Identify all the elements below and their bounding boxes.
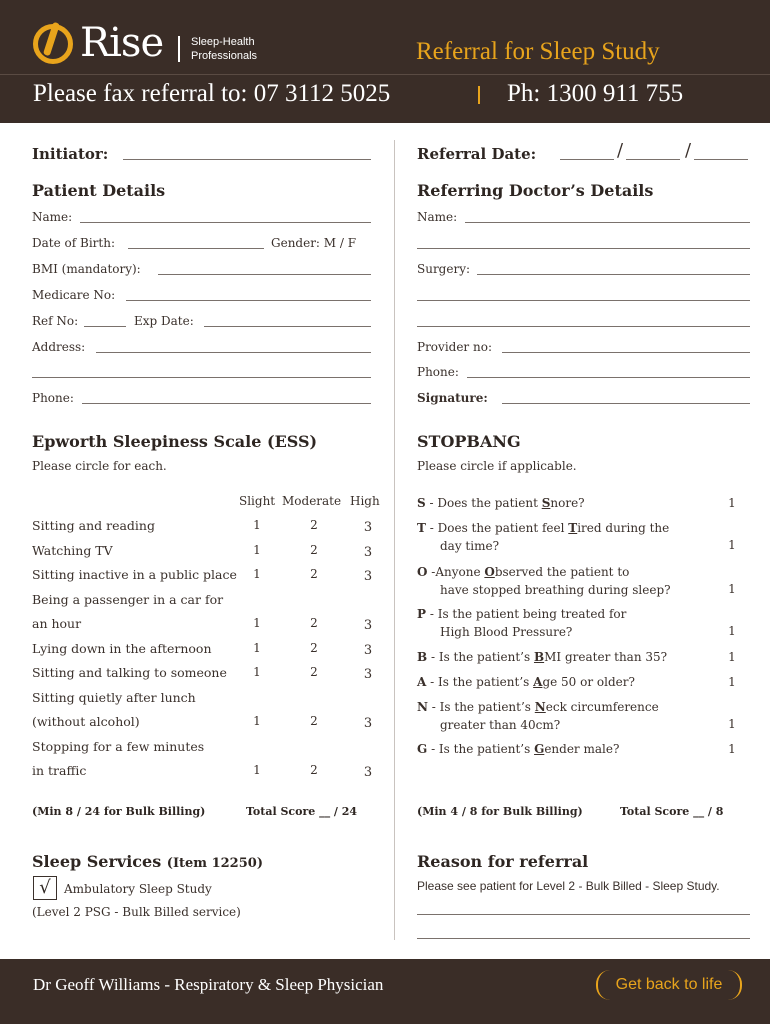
stopbang-key-letter: B bbox=[533, 650, 545, 664]
ess-score-slight[interactable]: 1 bbox=[253, 641, 261, 655]
header-divider bbox=[0, 74, 770, 75]
stopbang-question: - Does the patient bbox=[425, 496, 542, 510]
stopbang-question-end: nore? bbox=[550, 496, 585, 510]
doctor-details-title: Referring Doctor’s Details bbox=[417, 181, 654, 200]
ess-score-moderate[interactable]: 2 bbox=[310, 543, 318, 557]
ess-score-high[interactable]: 3 bbox=[363, 667, 373, 682]
logo-separator bbox=[178, 36, 180, 62]
ess-row-label: Sitting inactive in a public place bbox=[32, 567, 237, 582]
stopbang-item-t bbox=[417, 519, 707, 555]
reason-title: Reason for referral bbox=[417, 852, 589, 871]
surgery-field-3[interactable] bbox=[417, 326, 750, 327]
column-divider bbox=[394, 140, 395, 940]
ess-col-high: High bbox=[350, 494, 380, 508]
address-label: Address: bbox=[32, 340, 86, 354]
patient-name-label: Name: bbox=[32, 210, 73, 224]
stopbang-score[interactable]: 1 bbox=[728, 675, 736, 689]
stopbang-letter: N bbox=[417, 700, 428, 714]
medicare-field[interactable] bbox=[126, 300, 371, 301]
ref-no-field[interactable] bbox=[84, 326, 126, 327]
ambulatory-study-checkbox[interactable]: √ bbox=[33, 876, 57, 900]
logo-tagline-1: Sleep-Health bbox=[191, 36, 255, 48]
bmi-field[interactable] bbox=[158, 274, 371, 275]
ess-total-score[interactable]: Total Score __ / 24 bbox=[246, 805, 358, 818]
surgery-field[interactable] bbox=[477, 274, 750, 275]
doctor-name-field-2[interactable] bbox=[417, 248, 750, 249]
surgery-field-2[interactable] bbox=[417, 300, 750, 301]
patient-phone-field[interactable] bbox=[82, 403, 371, 404]
ess-instruction: Please circle for each. bbox=[32, 459, 167, 473]
ess-score-high[interactable]: 3 bbox=[363, 520, 373, 535]
ess-title: Epworth Sleepiness Scale (ESS) bbox=[32, 432, 318, 451]
fax-number: Please fax referral to: 07 3112 5025 bbox=[33, 80, 391, 107]
ess-row-label: Being a passenger in a car for bbox=[32, 592, 224, 607]
ambulatory-study-note: (Level 2 PSG - Bulk Billed service) bbox=[32, 905, 241, 919]
ess-score-high[interactable]: 3 bbox=[363, 618, 373, 633]
stopbang-key-letter: O bbox=[484, 565, 495, 579]
date-slash-2: / bbox=[685, 140, 692, 161]
stopbang-question: - Is the patient’s bbox=[427, 650, 534, 664]
reason-field-2[interactable] bbox=[417, 938, 750, 939]
stopbang-item-s bbox=[417, 494, 707, 512]
ess-score-moderate[interactable]: 2 bbox=[310, 567, 318, 581]
stopbang-letter: T bbox=[417, 521, 426, 535]
signature-label: Signature: bbox=[417, 391, 488, 405]
patient-details-title: Patient Details bbox=[32, 181, 166, 200]
sleep-services-item: (Item 12250) bbox=[166, 856, 263, 871]
stopbang-question-end: ge 50 or older? bbox=[542, 675, 635, 689]
dob-label: Date of Birth: bbox=[32, 236, 115, 250]
exp-date-label: Exp Date: bbox=[134, 314, 194, 328]
referral-date-month-field[interactable] bbox=[626, 159, 680, 160]
stopbang-instruction: Please circle if applicable. bbox=[417, 459, 577, 473]
stopbang-question-line2: have stopped breathing during sleep? bbox=[440, 583, 671, 597]
ess-score-moderate[interactable]: 2 bbox=[310, 641, 318, 655]
stopbang-item-g bbox=[417, 740, 707, 758]
ess-score-high[interactable]: 3 bbox=[363, 569, 373, 584]
initiator-field[interactable] bbox=[123, 159, 371, 160]
ess-score-slight[interactable]: 1 bbox=[253, 567, 261, 581]
logo-tagline-2: Professionals bbox=[191, 50, 258, 62]
ess-score-slight[interactable]: 1 bbox=[253, 665, 261, 679]
stopbang-item-a bbox=[417, 673, 707, 691]
contact-separator bbox=[478, 86, 480, 104]
stopbang-key-letter: N bbox=[534, 700, 546, 714]
stopbang-key-letter: A bbox=[533, 675, 543, 689]
stopbang-question-end: MI greater than 35? bbox=[544, 650, 668, 664]
exp-date-field[interactable] bbox=[204, 326, 371, 327]
ess-score-slight[interactable]: 1 bbox=[253, 714, 261, 728]
ess-row-label: Sitting and talking to someone bbox=[32, 665, 227, 680]
stopbang-score[interactable]: 1 bbox=[728, 538, 736, 552]
referral-date-year-field[interactable] bbox=[694, 159, 748, 160]
stopbang-item-b bbox=[417, 648, 707, 666]
ess-min-note: (Min 8 / 24 for Bulk Billing) bbox=[32, 805, 206, 818]
ess-row-label: an hour bbox=[32, 616, 82, 631]
stopbang-letter: G bbox=[417, 742, 428, 756]
reason-text: Please see patient for Level 2 - Bulk Billed - Sleep Study. bbox=[417, 879, 720, 893]
doctor-name-field[interactable] bbox=[465, 222, 750, 223]
stopbang-question: -Anyone bbox=[427, 565, 485, 579]
stopbang-question-line2: High Blood Pressure? bbox=[440, 625, 573, 639]
stopbang-key-letter: S bbox=[541, 496, 551, 510]
stopbang-question: - Is the patient’s bbox=[427, 742, 535, 756]
ess-score-moderate[interactable]: 2 bbox=[310, 763, 318, 777]
ess-col-moderate: Moderate bbox=[282, 494, 342, 508]
patient-phone-label: Phone: bbox=[32, 391, 74, 405]
stopbang-item-p bbox=[417, 605, 707, 641]
stopbang-item-o bbox=[417, 563, 707, 599]
medicare-label: Medicare No: bbox=[32, 288, 116, 302]
dob-field[interactable] bbox=[128, 248, 264, 249]
ess-score-slight[interactable]: 1 bbox=[253, 518, 261, 532]
ess-row-label: (without alcohol) bbox=[32, 714, 140, 729]
stopbang-item-n bbox=[417, 698, 707, 734]
stopbang-letter: B bbox=[417, 650, 428, 664]
stopbang-score[interactable]: 1 bbox=[728, 650, 736, 664]
stopbang-question: - Is the patient’s bbox=[426, 675, 534, 689]
bmi-label: BMI (mandatory): bbox=[32, 262, 141, 276]
ess-row-label: Stopping for a few minutes bbox=[32, 739, 205, 754]
stopbang-score[interactable]: 1 bbox=[728, 496, 736, 510]
stopbang-question: - Is the patient being treated for bbox=[426, 607, 627, 621]
sleep-services-label: Sleep Services bbox=[32, 852, 162, 871]
stopbang-letter: P bbox=[417, 607, 427, 621]
address-field-1[interactable] bbox=[96, 352, 371, 353]
stopbang-question: - Does the patient feel bbox=[425, 521, 569, 535]
ess-col-slight: Slight bbox=[239, 494, 276, 508]
document-title: Referral for Sleep Study bbox=[416, 38, 660, 65]
date-slash-1: / bbox=[617, 140, 624, 161]
stopbang-total-score[interactable]: Total Score __ / 8 bbox=[620, 805, 724, 818]
ess-score-high[interactable]: 3 bbox=[363, 545, 373, 560]
ess-score-moderate[interactable]: 2 bbox=[310, 518, 318, 532]
stopbang-min-note: (Min 4 / 8 for Bulk Billing) bbox=[417, 805, 583, 818]
stopbang-key-letter: T bbox=[568, 521, 578, 535]
stopbang-score[interactable]: 1 bbox=[728, 582, 736, 596]
ambulatory-study-label: Ambulatory Sleep Study bbox=[64, 882, 212, 896]
doctor-phone-label: Phone: bbox=[417, 365, 459, 379]
stopbang-question-end: eck circumference bbox=[545, 700, 659, 714]
address-field-2[interactable] bbox=[32, 377, 371, 378]
sleep-services-title bbox=[32, 852, 263, 871]
stopbang-letter: A bbox=[417, 675, 427, 689]
ess-score-moderate[interactable]: 2 bbox=[310, 714, 318, 728]
initiator-label: Initiator: bbox=[32, 145, 109, 163]
ess-score-slight[interactable]: 1 bbox=[253, 763, 261, 777]
patient-name-field[interactable] bbox=[80, 222, 371, 223]
ess-score-slight[interactable]: 1 bbox=[253, 543, 261, 557]
referral-date-day-field[interactable] bbox=[560, 159, 614, 160]
ref-no-label: Ref No: bbox=[32, 314, 79, 328]
stopbang-question-end: ired during the bbox=[577, 521, 670, 535]
doctor-phone-field[interactable] bbox=[467, 377, 750, 378]
phone-number: Ph: 1300 911 755 bbox=[507, 80, 684, 107]
stopbang-question-line2: day time? bbox=[440, 539, 500, 553]
ess-score-high[interactable]: 3 bbox=[363, 716, 373, 731]
gender-label[interactable]: Gender: M / F bbox=[271, 236, 357, 250]
doctor-name-label: Name: bbox=[417, 210, 458, 224]
get-back-to-life-badge: Get back to life bbox=[596, 970, 742, 1000]
ess-score-moderate[interactable]: 2 bbox=[310, 616, 318, 630]
ess-row-label: Sitting quietly after lunch bbox=[32, 690, 196, 705]
ess-score-high[interactable]: 3 bbox=[363, 643, 373, 658]
referral-date-label: Referral Date: bbox=[417, 145, 537, 163]
ess-score-slight[interactable]: 1 bbox=[253, 616, 261, 630]
ess-row-label: in traffic bbox=[32, 763, 87, 778]
stopbang-question-end: ender male? bbox=[544, 742, 620, 756]
provider-no-field[interactable] bbox=[502, 352, 750, 353]
ess-row-label: Lying down in the afternoon bbox=[32, 641, 212, 656]
stopbang-score[interactable]: 1 bbox=[728, 624, 736, 638]
stopbang-score[interactable]: 1 bbox=[728, 742, 736, 756]
stopbang-question-line2: greater than 40cm? bbox=[440, 718, 561, 732]
stopbang-title: STOPBANG bbox=[417, 432, 521, 451]
ess-score-moderate[interactable]: 2 bbox=[310, 665, 318, 679]
signature-field[interactable] bbox=[502, 403, 750, 404]
ess-score-high[interactable]: 3 bbox=[363, 765, 373, 780]
logo-wordmark: Rise bbox=[80, 20, 164, 66]
stopbang-question-end: bserved the patient to bbox=[494, 565, 630, 579]
provider-no-label: Provider no: bbox=[417, 340, 492, 354]
ess-row-label: Watching TV bbox=[32, 543, 113, 558]
stopbang-letter: O bbox=[417, 565, 428, 579]
reason-field-1[interactable] bbox=[417, 914, 750, 915]
stopbang-score[interactable]: 1 bbox=[728, 717, 736, 731]
ess-row-label: Sitting and reading bbox=[32, 518, 155, 533]
surgery-label: Surgery: bbox=[417, 262, 471, 276]
stopbang-letter: S bbox=[417, 496, 426, 510]
stopbang-question: - Is the patient’s bbox=[427, 700, 535, 714]
stopbang-key-letter: G bbox=[534, 742, 545, 756]
footer-doctor: Dr Geoff Williams - Respiratory & Sleep Physician bbox=[33, 975, 384, 994]
